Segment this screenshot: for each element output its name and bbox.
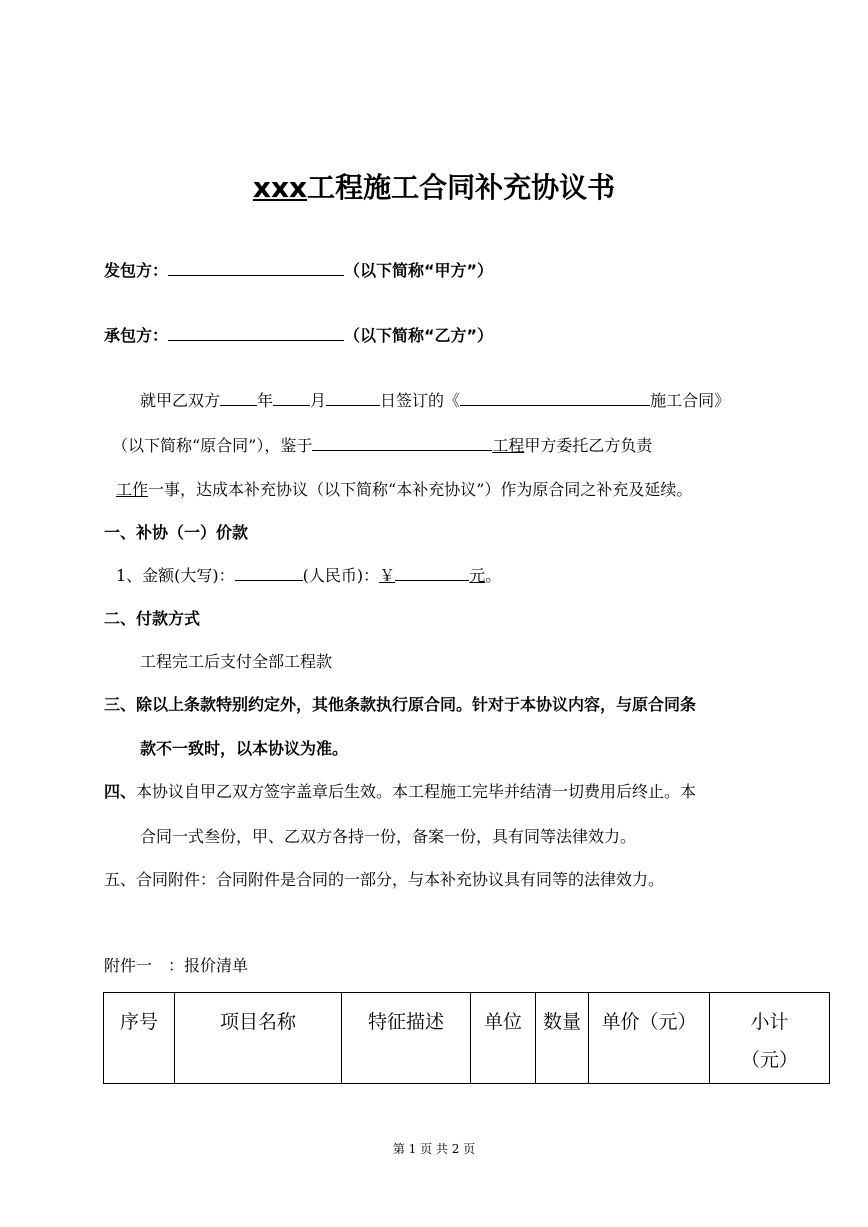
header-cell: 项目名称 [175,993,342,1084]
quote-table [103,992,830,1084]
party-a-note: （以下简称“甲方”） [344,261,494,280]
party-a-blank[interactable] [168,259,344,276]
intro-line-2 [112,433,652,456]
amount-upper-blank[interactable] [235,564,303,581]
year-label: 年 [257,391,274,410]
section-1-heading: 一、补协（一）价款 [104,523,249,542]
header-cell: 特征描述 [342,993,471,1084]
day-label: 日签订的《 [380,391,461,410]
amount-rmb-blank[interactable] [395,564,469,581]
header-cell: 数量 [536,993,589,1084]
document-title [0,166,868,206]
intro-line-3 [116,477,692,500]
section-4-line-1 [104,779,696,802]
contract-suffix: 施工合同》 [650,391,731,410]
title-prefix: xxx [252,171,308,204]
page-footer: 第 1 页 共 2 页 [392,1142,476,1156]
party-b-line [104,323,493,346]
attachment-label: 附件一 ：报价清单 [104,956,249,975]
header-cell: 小计（元） [710,993,830,1084]
month-blank[interactable] [273,389,310,406]
title-text: 工程施工合同补充协议书 [307,171,616,204]
section-3-line-1: 三、除以上条款特别约定外，其他条款执行原合同。针对于本协议内容，与原合同条 [104,695,697,714]
payment-text: 工程完工后支付全部工程款 [140,652,333,671]
party-b-blank[interactable] [168,324,344,341]
project-blank[interactable] [312,434,492,451]
intro-text: 就甲乙双方 [140,391,221,410]
yen-sign: ￥ [379,566,396,585]
contract-name-blank[interactable] [460,389,650,406]
header-cell: 单价（元） [589,993,710,1084]
period: 。 [485,566,502,585]
party-b-label: 承包方： [104,326,169,345]
amount-line [116,563,501,586]
month-label: 月 [310,391,327,410]
header-cell: 单位 [471,993,536,1084]
party-a-label: 发包方： [104,261,169,280]
section-4-line-2: 合同一式叁份，甲、乙双方各持一份，备案一份，具有同等法律效力。 [140,827,637,846]
intro-text: 甲方委托乙方负责 [524,436,653,455]
amount-rmb-label: (人民币)： [302,566,380,585]
table-header-row [104,993,830,1084]
section-4-text: 本协议自甲乙双方签字盖章后生效。本工程施工完毕并结清一切费用后终止。本 [136,782,697,801]
section-5-text: 五、合同附件：合同附件是合同的一部分，与本补充协议具有同等的法律效力。 [104,870,665,889]
work-label: 工作 [116,480,149,499]
intro-line-1 [140,388,730,411]
header-cell: 序号 [104,993,175,1084]
party-a-line [104,258,493,281]
intro-text: 一事，达成本补充协议（以下简称“本补充协议”）作为原合同之补充及延续。 [148,480,693,499]
day-blank[interactable] [326,389,380,406]
project-label: 工程 [492,436,525,455]
yuan-label: 元 [469,566,486,585]
party-b-note: （以下简称“乙方”） [344,326,494,345]
section-4-number: 四、 [104,782,137,801]
section-3-line-2: 款不一致时，以本协议为准。 [140,739,349,758]
intro-text: （以下简称“原合同”），鉴于 [112,436,313,455]
section-2-heading: 二、付款方式 [104,609,201,628]
year-blank[interactable] [220,389,257,406]
amount-upper-label: 1、金额(大写)： [116,566,235,585]
